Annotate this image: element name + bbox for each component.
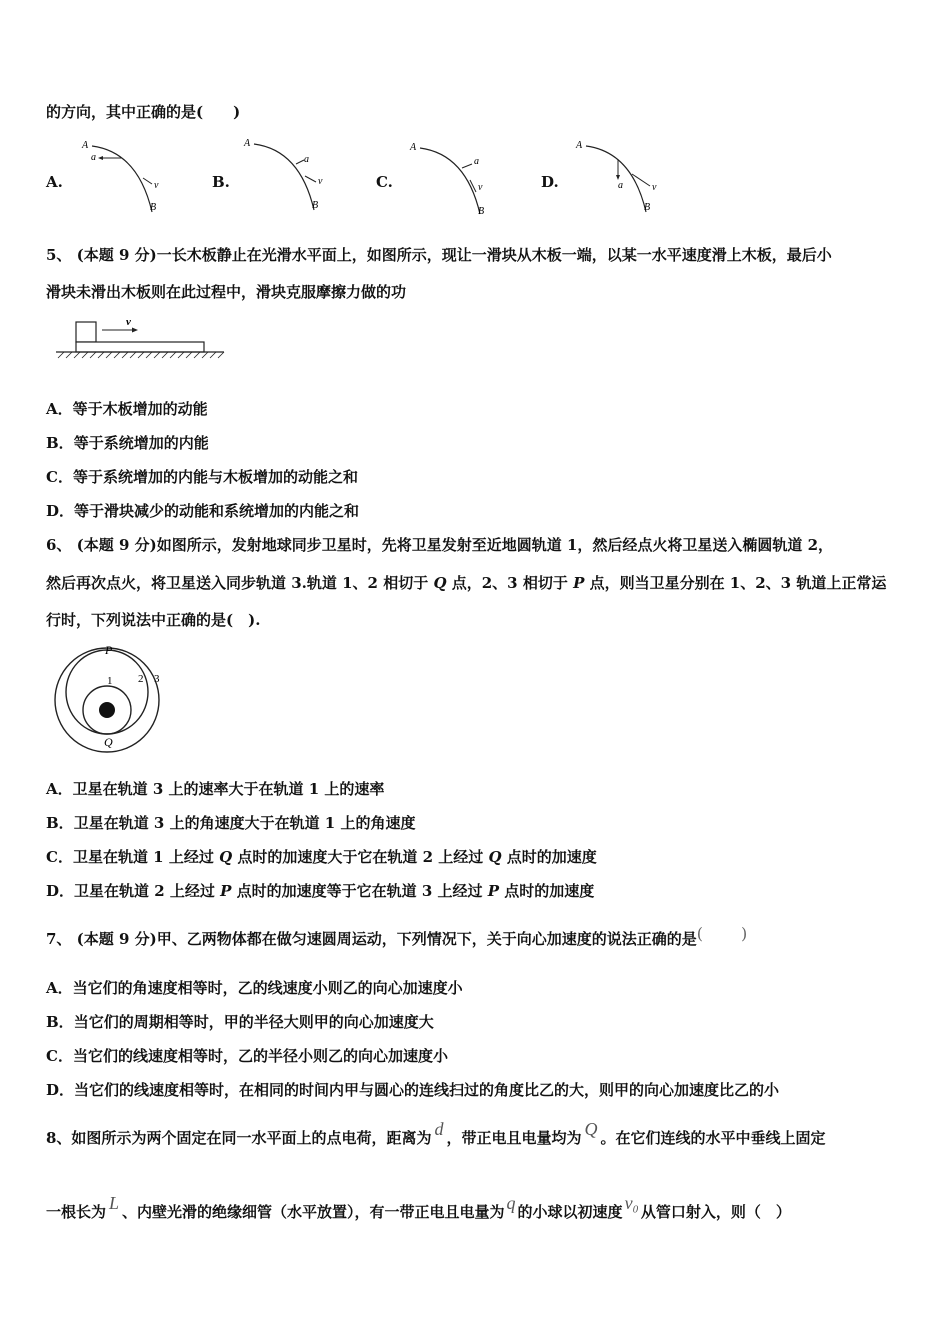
curve-path	[92, 146, 152, 212]
label-orbit-3: 3	[154, 673, 160, 685]
label-B: B	[150, 202, 157, 213]
label-orbit-1: 1	[107, 675, 113, 687]
stem-text: ，带正电且电量均为	[446, 1129, 582, 1147]
symbol-q: q	[506, 1193, 516, 1213]
label-v: v	[652, 182, 657, 193]
option-text: 当它们的线速度相等时，在相同的时间内甲与圆心的连线扫过的角度比乙的大，则甲的向心加速度比乙的小	[74, 1081, 780, 1099]
slider-block	[76, 322, 96, 342]
option-text: 当它们的线速度相等时，乙的半径小则乙的向心加速度小	[72, 1047, 448, 1065]
q7-option-c	[46, 1046, 448, 1066]
q4-option-a-letter: A.	[46, 173, 63, 191]
q4-option-a-figure	[78, 138, 178, 216]
option-letter: B．	[46, 814, 74, 832]
q8-stem-line-2	[46, 1193, 791, 1222]
label-v: v	[318, 176, 323, 187]
stem-text: 的小球以初速度	[517, 1203, 623, 1221]
option-text: 等于滑块减少的动能和系统增加的内能之和	[74, 502, 360, 520]
q4-option-c-letter: C.	[376, 173, 393, 191]
option-text: 卫星在轨道 1 上经过	[72, 848, 220, 866]
curve-path	[586, 146, 646, 212]
point-p: P	[573, 574, 585, 592]
point-q: Q	[219, 848, 233, 866]
symbol-q-charge: Q	[584, 1119, 598, 1139]
option-text: 点时的加速度	[501, 848, 597, 866]
option-letter: D．	[46, 502, 75, 520]
q6-option-b	[46, 813, 415, 833]
label-A: A	[576, 140, 583, 151]
option-text: 等于木板增加的动能	[72, 400, 208, 418]
label-a: a	[618, 180, 623, 191]
symbol-d: d	[434, 1119, 444, 1139]
label-a: a	[91, 152, 96, 163]
label-a: a	[304, 154, 309, 165]
label-B: B	[312, 200, 319, 211]
label-p: P	[105, 643, 113, 657]
stem-text: 8、如图所示为两个固定在同一水平面上的点电荷，距离为	[46, 1129, 432, 1147]
a-arrowhead	[98, 156, 103, 160]
option-letter: D．	[46, 1081, 75, 1099]
stem-text: 7、 (本题 9 分)甲、乙两物体都在做匀速圆周运动，下列情况下，关于向心加速度的说法正确的是	[46, 930, 697, 948]
v-arrow	[305, 176, 316, 182]
q6-option-d	[46, 881, 594, 901]
label-v: v	[478, 182, 483, 193]
label-A: A	[82, 140, 89, 151]
option-letter: B．	[46, 434, 74, 452]
stem-text: 从管口射入，则（ ）	[640, 1203, 791, 1221]
q5-option-b	[46, 433, 209, 453]
q4-option-c-figure	[406, 140, 506, 218]
stem-text: 、内壁光滑的绝缘细管（水平放置），有一带正电且电量为	[122, 1203, 505, 1221]
v-arrow	[143, 178, 152, 184]
q4-option-d-figure	[572, 138, 672, 216]
orbit-2	[66, 650, 148, 734]
answer-paren: ( )	[696, 924, 750, 943]
option-letter: A．	[46, 979, 73, 997]
symbol-l: L	[109, 1193, 120, 1213]
q4-option-b-letter: B.	[212, 173, 230, 191]
q6-figure-orbits	[50, 642, 170, 754]
stem-text: 点，2、3 相切于	[446, 574, 574, 592]
q6-option-c	[46, 847, 597, 867]
option-letter: A．	[46, 780, 73, 798]
point-p: P	[220, 882, 232, 900]
stem-text: 点，则当卫星分别在 1、2、3 轨道上正常运	[584, 574, 887, 592]
q6-stem-line-2	[46, 573, 886, 593]
a-arrow	[296, 160, 304, 164]
q5-stem-line-1: 5、 (本题 9 分)一长木板静止在光滑水平面上，如图所示，现让一滑块从木板一端，以某一水平速度滑上木板，最后小	[46, 246, 832, 264]
option-letter: B．	[46, 1013, 74, 1031]
q7-option-a	[46, 978, 463, 998]
point-p: P	[487, 882, 500, 900]
option-letter: C．	[46, 1047, 73, 1065]
label-A: A	[244, 138, 251, 149]
option-text: 等于系统增加的内能与木板增加的动能之和	[72, 468, 358, 486]
label-v: v	[154, 180, 159, 191]
label-A: A	[410, 142, 417, 153]
stem-text: 一根长为	[46, 1203, 107, 1221]
option-letter: C．	[46, 848, 73, 866]
q7-stem-line-1	[46, 924, 750, 949]
stem-text: 然后再次点火，将卫星送入同步轨道 3.轨道 1、2 相切于	[46, 574, 434, 592]
point-q: Q	[433, 574, 447, 592]
option-text: 点时的加速度等于它在轨道 3 上经过	[231, 882, 488, 900]
point-q: Q	[488, 848, 502, 866]
earth	[99, 702, 115, 718]
q4-tail: 的方向，其中正确的是( )	[46, 103, 241, 121]
q7-option-b	[46, 1012, 434, 1032]
q4-option-d-letter: D.	[541, 173, 559, 191]
ground-hatching	[58, 352, 224, 358]
label-B: B	[644, 202, 651, 213]
option-letter: D．	[46, 882, 75, 900]
stem-text: 。在它们连线的水平中垂线上固定	[600, 1129, 826, 1147]
q5-stem-line-2: 滑块未滑出木板则在此过程中，滑块克服摩擦力做的功	[46, 283, 407, 301]
q6-option-a	[46, 779, 384, 799]
q5-option-d	[46, 501, 359, 521]
q5-figure-board	[56, 312, 228, 362]
label-q: Q	[104, 735, 113, 749]
q8-stem-line-1	[46, 1119, 826, 1148]
velocity-label: v	[126, 316, 131, 328]
option-letter: C．	[46, 468, 73, 486]
label-orbit-2: 2	[138, 673, 144, 685]
option-text: 点时的加速度大于它在轨道 2 上经过	[232, 848, 489, 866]
label-a: a	[474, 156, 479, 167]
symbol-v0: v₀	[624, 1193, 639, 1213]
option-text: 当它们的角速度相等时，乙的线速度小则乙的向心加速度小	[72, 979, 463, 997]
q5-option-a	[46, 399, 208, 419]
long-board	[76, 342, 204, 352]
q6-stem-line-1: 6、 (本题 9 分)如图所示，发射地球同步卫星时，先将卫星发射至近地圆轨道 1，然后经点火将卫星送入椭圆轨道 2，	[46, 536, 834, 554]
option-text: 卫星在轨道 3 上的角速度大于在轨道 1 上的角速度	[73, 814, 416, 832]
option-letter: A．	[46, 400, 73, 418]
option-text: 点时的加速度	[499, 882, 595, 900]
label-B: B	[478, 206, 485, 217]
q7-option-d	[46, 1080, 779, 1100]
option-text: 等于系统增加的内能	[73, 434, 209, 452]
q6-stem-line-3: 行时，下列说法中正确的是( ).	[46, 611, 261, 629]
option-text: 当它们的周期相等时，甲的半径大则甲的向心加速度大	[73, 1013, 434, 1031]
q5-option-c	[46, 467, 358, 487]
option-text: 卫星在轨道 2 上经过	[74, 882, 221, 900]
velocity-arrowhead	[132, 328, 138, 333]
option-text: 卫星在轨道 3 上的速率大于在轨道 1 上的速率	[72, 780, 385, 798]
q4-option-b-figure	[240, 136, 340, 214]
a-arrow	[462, 164, 472, 168]
